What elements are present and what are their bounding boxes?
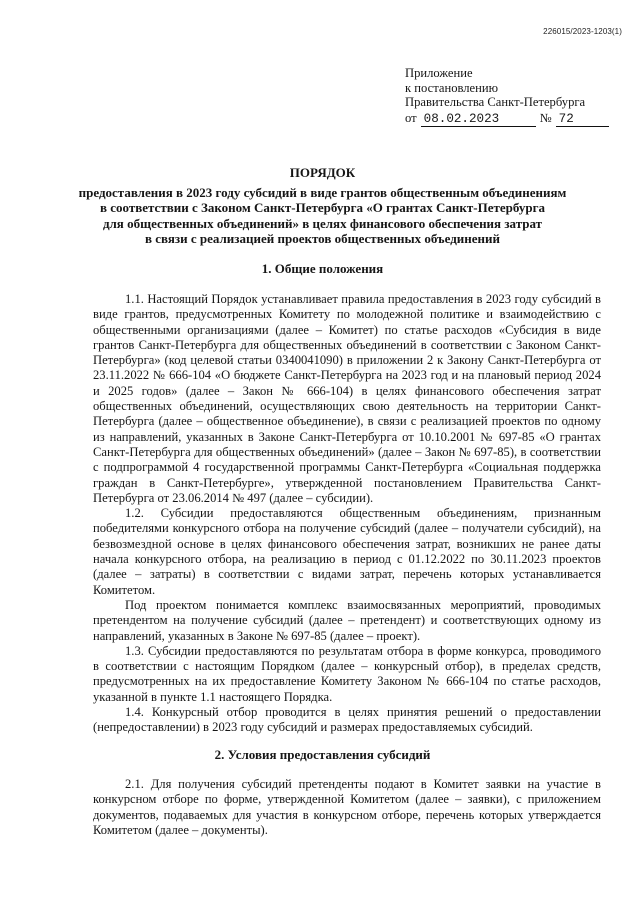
- approval-resolution-label: к постановлению: [405, 80, 499, 95]
- title-line-3: для общественных объединений» в целях финансового обеспечения затрат: [102, 215, 543, 231]
- approval-number-label: №: [539, 110, 552, 125]
- approval-date-line: [405, 111, 620, 128]
- title-line-4: в связи с реализацией проектов общественных объединений: [144, 231, 501, 247]
- approval-date-field: 08.02.2023: [421, 112, 536, 128]
- paragraph-1-2: 1.2. Субсидии предоставляются общественным объединениям, признанным победителями конкурсного отбора на получение субсидий (далее – получатели субсидий), на безвозмездной основе в целях финансового обеспечения затрат, возникших не ранее даты начала конкурсного отбора, на реализацию в период с 01.12.2022 по 30.11.2023 проектов (далее – затраты) в соответствии с видами затрат, перечень которых устанавливается Комитетом.: [93, 506, 601, 597]
- approval-government-label: Правительства Санкт-Петербурга: [405, 95, 586, 109]
- paragraph-1-1: 1.1. Настоящий Порядок устанавливает правила предоставления в 2023 году субсидий в виде грантов, предусмотренных Комитету по молодежной политике и взаимодействию с общественными организациями (далее – Комитет) по статье расходов «Субсидия в виде грантов Санкт-Петербурга для общественных объединений в соответствии с Законом Санкт-Петербурга» (код целевой статьи 0340041090) в приложении 2 к Закону Санкт-Петербурга от 23.11.2022 № 666-104 «О бюджете Санкт-Петербурга на 2023 год и на плановый период 2024 и 2025 годов» (далее – Закон № 666-104) в целях финансового обеспечения затрат общественных объединений, осуществляющих свою деятельность на территории Санкт-Петербурга (далее – общественное объединение), в связи с реализацией проектов по одному из направлений, указанных в Законе Санкт-Петербурга от 10.10.2001 № 697-85 «О грантах Санкт-Петербурга для общественных объединений» (далее – Закон № 697-85), в соответствии с подпрограммой 4 государственной программы Санкт-Петербурга «Социальная поддержка граждан в Санкт-Петербурге», утвержденной постановлением Правительства Санкт-Петербурга от 23.06.2014 № 497 (далее – субсидии).: [93, 292, 601, 505]
- title-line-1: предоставления в 2023 году субсидий в виде грантов общественным объединениям: [78, 184, 567, 200]
- approval-number-field: 72: [556, 112, 609, 128]
- title-line-2: в соответствии с Законом Санкт-Петербурга «О грантах Санкт-Петербурга: [99, 200, 546, 216]
- title-main: ПОРЯДОК: [289, 165, 356, 180]
- section-1-heading: 1. Общие положения: [261, 261, 384, 276]
- paragraph-1-4: 1.4. Конкурсный отбор проводится в целях принятия решений о предоставлении (непредоставлении) в 2023 году субсидий и размерах предоставляемых субсидий.: [93, 705, 601, 735]
- paragraph-project-definition: Под проектом понимается комплекс взаимосвязанных мероприятий, проводимых претендентом на получение субсидий (далее – претендент) и соответствующих одному из направлений, указанных в Законе № 697-85 (далее – проект).: [93, 597, 601, 643]
- section-2-heading: 2. Условия предоставления субсидий: [214, 747, 431, 762]
- paragraph-1-3: 1.3. Субсидии предоставляются по результатам отбора в форме конкурса, проводимого в соответствии с настоящим Порядком (далее – конкурсный отбор), в пределах средств, предусмотренных на их предоставление Комитету Законом № 666-104 по статье расходов, указанной в пункте 1.1 настоящего Порядка.: [93, 643, 601, 704]
- document-title: [60, 165, 585, 247]
- approval-block: [405, 66, 620, 127]
- section-1-body: [93, 292, 601, 736]
- document-registration-number: 226015/2023-1203(1): [543, 27, 622, 36]
- approval-from-label: от: [405, 110, 417, 125]
- paragraph-2-1: 2.1. Для получения субсидий претенденты подают в Комитет заявки на участие в конкурсном отборе по форме, утвержденной Комитетом (далее – заявки), с приложением документов, подаваемых для участия в конкурсном отборе, перечень которых утверждается Комитетом (далее – документы).: [93, 777, 601, 837]
- section-2-body: [93, 777, 601, 838]
- approval-appendix-label: Приложение: [405, 66, 473, 80]
